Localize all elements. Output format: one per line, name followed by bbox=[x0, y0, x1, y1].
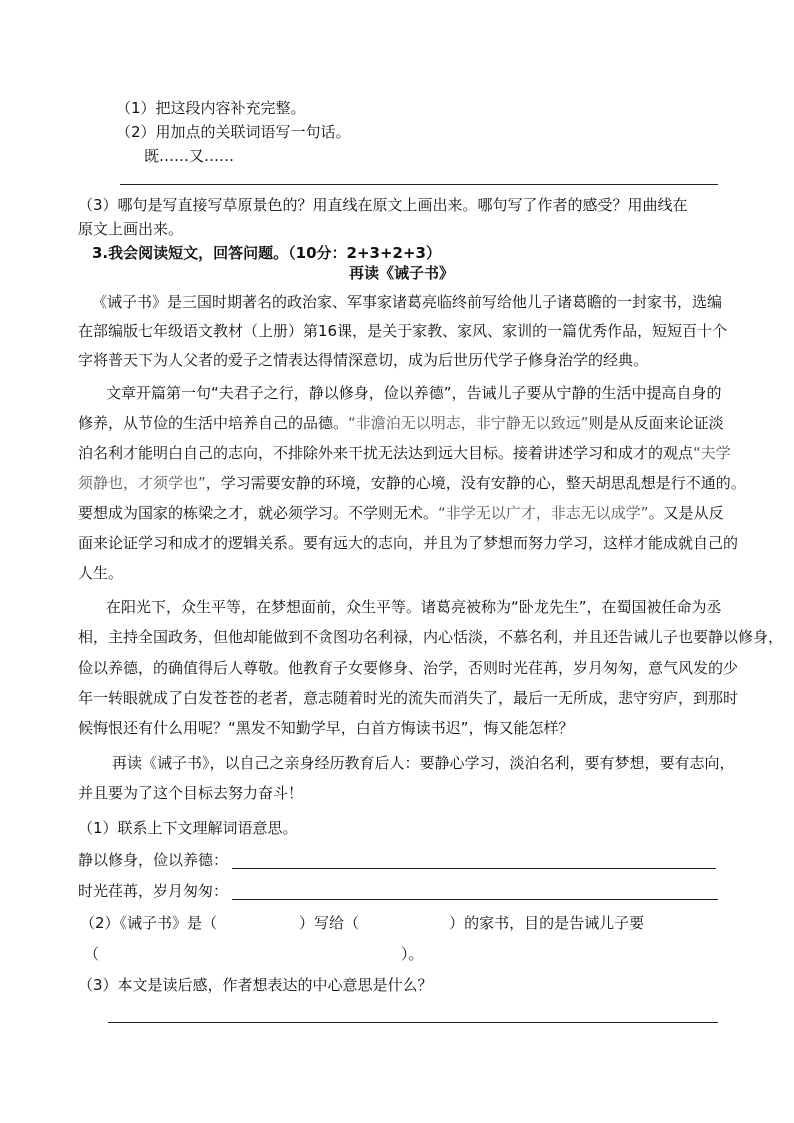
q1-answer-line-b[interactable] bbox=[232, 899, 718, 900]
q3-answer-line[interactable] bbox=[108, 1022, 718, 1023]
q1-answer-line-a[interactable] bbox=[232, 868, 716, 869]
question-3-line-2: 原文上画出来。 bbox=[78, 220, 184, 238]
p2-line-5 bbox=[78, 503, 724, 523]
p2-line-7: 人生。 bbox=[78, 564, 124, 582]
q2-text-e: ）。 bbox=[401, 945, 424, 963]
p3-line-3: 俭以养德，的确值得后人尊敬。他教育子女要修身、治学，否则时光荏苒，岁月匆匆，意气风发的少 bbox=[78, 659, 739, 677]
q1-term-b: 时光荏苒，岁月匆匆： bbox=[78, 882, 229, 900]
question-3-line-1: （3）哪句是写直接写草原景色的？用直线在原文上画出来。哪句写了作者的感受？用曲线在 bbox=[78, 196, 688, 214]
q2-text-b: ）写给（ bbox=[299, 914, 360, 932]
p1-line-3: 字将普天下为人父者的爱子之情表达得情深意切，成为后世历代学子修身治学的经典。 bbox=[78, 351, 649, 369]
p3-line-4: 年一转眼就成了白发苍苍的老者，意志随着时光的流失而消失了，最后一无所成，悲守穷庐，到那时 bbox=[78, 689, 739, 707]
q2-text-c: ）的家书，目的是告诫儿子要 bbox=[449, 914, 645, 932]
p3-line-1: 在阳光下，众生平等，在梦想面前，众生平等。诸葛亮被称为“卧龙先生”，在蜀国被任命为丞 bbox=[106, 598, 722, 616]
p2-quote-1: “非澹泊无以明志，非宁静无以致远” bbox=[348, 414, 589, 432]
p2-quote-2-end: 须静也，才须学也” bbox=[78, 474, 206, 492]
q1-term-a: 静以修身，俭以养德： bbox=[78, 851, 229, 869]
p1-line-1: 《诫子书》是三国时期著名的政治家、军事家诸葛亮临终前写给他儿子诸葛瞻的一封家书，选编 bbox=[92, 293, 723, 311]
q2-text-a: （2）《诫子书》是（ bbox=[80, 914, 218, 932]
p2-quote-3: “非学无以广才，非志无以成学” bbox=[438, 504, 649, 522]
p1-line-2: 在部编版七年级语文教材（上册）第16课，是关于家教、家风、家训的一篇优秀作品，短短百十个 bbox=[78, 322, 728, 340]
p2-line-2-text: 修养，从节俭的生活中培养自己的品德。 bbox=[78, 414, 349, 432]
p2-line-4-text: ，学习需要安静的环境，安静的心境，没有安静的心，整天胡思乱想是行不通的。 bbox=[205, 474, 746, 492]
p2-line-3 bbox=[78, 443, 731, 463]
section-3-instruction: 3.我会阅读短文，回答问题。 bbox=[92, 244, 289, 262]
section-3-score: （10分：2+3+2+3） bbox=[288, 244, 441, 262]
p2-line-2 bbox=[78, 413, 724, 433]
p3-line-5: 候悔恨还有什么用呢？“黑发不知勤学早，白首方悔读书迟”，悔又能怎样？ bbox=[78, 719, 574, 737]
p2-line-1: 文章开篇第一句“夫君子之行，静以修身，俭以养德”，告诫儿子要从宁静的生活中提高自身的 bbox=[106, 384, 722, 402]
p2-line-5-tail: 。又是从反 bbox=[648, 504, 724, 522]
q1-instruction: （1）联系上下文理解词语意思。 bbox=[78, 819, 298, 837]
p2-line-6: 面来论证学习和成才的逻辑关系。要有远大的志向，并且为了梦想而努力学习，这样才能成就自己的 bbox=[78, 534, 739, 552]
q3-instruction: （3）本文是读后感，作者想表达的中心意思是什么？ bbox=[78, 976, 433, 994]
p2-line-3-text: 泊名利才能明白自己的志向，不排除外来干扰无法达到远大目标。接着讲述学习和成才的观点 bbox=[78, 444, 694, 462]
p2-line-2-tail: 则是从反面来论证淡 bbox=[588, 414, 724, 432]
section-3-heading bbox=[92, 243, 441, 263]
question-1-complete-passage: （1）把这段内容补充完整。 bbox=[116, 99, 306, 117]
question-2-write-sentence: （2）用加点的关联词语写一句话。 bbox=[116, 123, 351, 141]
q2-line-2 bbox=[84, 944, 424, 964]
q2-text-d: （ bbox=[84, 945, 100, 963]
answer-line-q2 bbox=[120, 184, 718, 185]
p4-line-2: 并且要为了这个目标去努力奋斗！ bbox=[78, 784, 304, 802]
p2-quote-2-start: “夫学 bbox=[693, 444, 731, 462]
p3-line-2: 相，主持全国政务，但他却能做到不贪图功名利禄，内心恬淡，不慕名利，并且还告诫儿子也要静以修身， bbox=[78, 628, 784, 646]
p2-line-5-text: 要想成为国家的栋梁之才，就必须学习。不学则无术。 bbox=[78, 504, 439, 522]
passage-title: 再读《诫子书》 bbox=[349, 264, 455, 282]
p4-line-1: 再读《诫子书》，以自己之亲身经历教育后人：要静心学习，淡泊名利，要有梦想，要有志向， bbox=[112, 754, 735, 772]
question-2-hint: 既……又…… bbox=[144, 147, 235, 165]
p2-line-4 bbox=[78, 473, 746, 493]
q2-line-1 bbox=[80, 913, 644, 933]
